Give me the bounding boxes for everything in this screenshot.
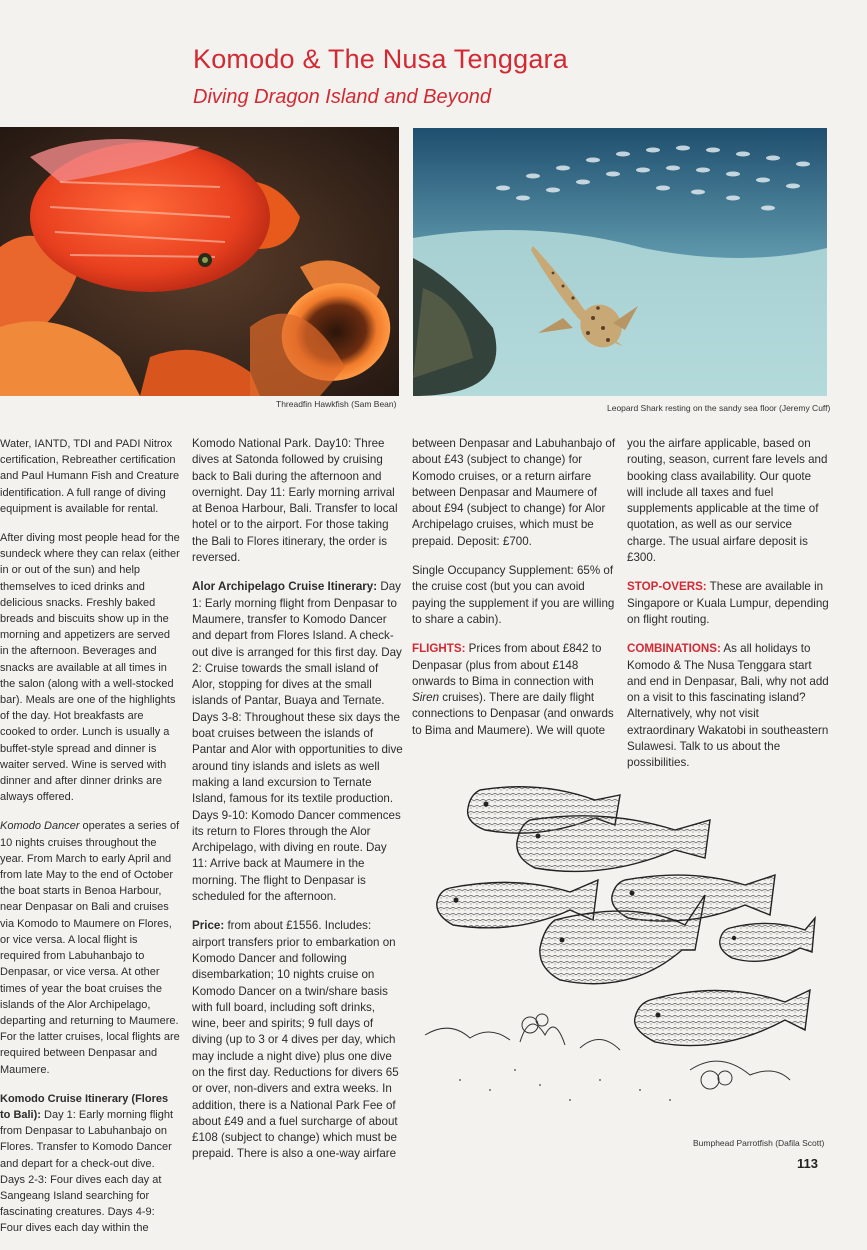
- col4-para-2-text: These are available in Singapore or Kuala Lumpur, depending on flight routing.: [627, 580, 829, 626]
- flights-heading: FLIGHTS:: [412, 642, 466, 656]
- col1-para-2: After diving most people head for the sundeck where they can relax (either in or out of the sun) and help themselves to iced drinks and delicious snacks. Freshly baked breads and biscuits show up in the morning and appetizers are served in the afternoon. Beverages and snacks are available at all times in the salon (along with a well-stocked bar). Meals are one of the highlights of the day. Hot breakfasts are cooked to order. Lunch is usually a buffet-style spread and dinner is waiter served. Wine is served with dinner and after dinner drinks are always offered.: [0, 532, 180, 804]
- col1-para-3: [0, 818, 180, 1077]
- col4-para-1: you the airfare applicable, based on routing, season, current fare levels and booking class availability. Our quote will include all taxes and fuel supplements applicable at the time of quotation, as well as our service charge. The usual airfare deposit is £300.: [627, 437, 828, 565]
- col1-para-4-text: Day 1: Early morning flight from Denpasar to Labuhanbajo on Flores. Transfer to Komodo Dancer and depart for a check-out dive. Days 2-3: Four dives each day at Sangeang Island searching for fascinating creatures. Days 4-9: Four dives each day within the: [0, 1108, 174, 1235]
- combinations-heading: COMBINATIONS:: [627, 642, 721, 656]
- col3-para-3-text-a: Prices from about £842 to Denpasar (plus from about £148 onwards to Bima in connection with: [412, 642, 602, 688]
- price-heading: Price:: [192, 919, 225, 933]
- col3-para-1: between Denpasar and Labuhanbajo of about £43 (subject to change) for Komodo cruises, or a return airfare between Denpasar and Maumere of about £94 (subject to change) for Alor Archipelago cruises, which must be prepaid. Deposit: £700.: [412, 437, 616, 548]
- stopovers-heading: STOP-OVERS:: [627, 580, 707, 594]
- col1-para-3-text: operates a series of 10 nights cruises throughout the year. From March to early April and from late May to the end of October the boat starts in Benoa Harbour, near Denpasar on Bali and cruises via Komodo to Maumere on Flores, or vice versa. A local flight is required from Labuhanbajo to Denpasar, or vice versa. At other times of year the boat cruises the islands of the Alor Archipelago, departing and returning to Maumere. For the latter cruises, local flights are required between Denpasar and Maumere.: [0, 820, 180, 1076]
- col3-para-2: Single Occupancy Supplement: 65% of the cruise cost (but you can avoid paying the supplement if you are willing to share a cabin).: [412, 564, 615, 626]
- col3-para-3: [412, 641, 617, 739]
- leopard-shark-caption: Leopard Shark resting on the sandy sea floor (Jeremy Cuff): [607, 403, 831, 413]
- parrotfish-illustration: [420, 780, 830, 1120]
- col2-para-2: [192, 579, 403, 905]
- col2-para-3: [192, 918, 403, 1162]
- page-subtitle: Diving Dragon Island and Beyond: [193, 86, 491, 108]
- hawkfish-caption: Threadfin Hawkfish (Sam Bean): [276, 399, 397, 409]
- text-column-4: [627, 436, 829, 785]
- text-column-3: [412, 436, 617, 752]
- komodo-itinerary-heading: Komodo Cruise Itinerary (Flores to Bali):: [0, 1092, 169, 1121]
- page-number: 113: [797, 1156, 818, 1171]
- parrotfish-caption: Bumphead Parrotfish (Dafila Scott): [693, 1138, 825, 1148]
- boat-name: Komodo Dancer: [0, 820, 80, 833]
- col1-para-4: [0, 1091, 180, 1237]
- alor-itinerary-heading: Alor Archipelago Cruise Itinerary:: [192, 580, 378, 594]
- col4-para-3: [627, 641, 829, 771]
- col4-para-2: [627, 579, 829, 628]
- col2-para-2-text: Day 1: Early morning flight from Denpasar to Maumere, transfer to Komodo Dancer and depart from Flores Island. A check-out dive is arranged for this first day. Day 2: Cruise towards the small island of Alor, stopping for dives at the small islands of Pantar, Buaya and Ternate. Days 3-8: Throughout these six days the boat cruises between the islands of Pantar and Alor with opportunities to dive around tiny islands and islets as well making a land excursion to Ternate Island, famous for its textile production. Days 9-10: Komodo Dancer commences its return to Flores through the Alor Archipelago, with diving en route. Day 11: Arrive back at Maumere in the morning. The flight to Denpasar is scheduled for the afternoon.: [192, 580, 403, 904]
- col2-para-1: Komodo National Park. Day10: Three dives at Satonda followed by cruising back to Bali during the afternoon and overnight. Day 11: Early morning arrival at Benoa Harbour, Bali. Transfer to local hotel or to the airport. For those taking the Bali to Flores itinerary, the order is reversed.: [192, 437, 398, 565]
- siren-name: Siren: [412, 691, 440, 705]
- hawkfish-photo: [0, 127, 399, 396]
- page-title: Komodo & The Nusa Tenggara: [193, 44, 568, 74]
- text-column-1: [0, 436, 180, 1250]
- col1-para-1: Water, IANTD, TDI and PADI Nitrox certification, Rebreather certification and Paul Humann Fish and Creature identification. A full range of diving equipment is available for rental.: [0, 438, 180, 515]
- text-column-2: [192, 436, 403, 1176]
- col3-para-3-text-b: cruises). There are daily flight connections to Denpasar (and onwards to Bima and Maumere). We will quote: [412, 691, 614, 737]
- show-through-text: [560, 52, 860, 112]
- col2-para-3-text: from about £1556. Includes: airport transfers prior to embarkation on Komodo Dancer and following disembarkation; 10 nights cruise on Komodo Dancer on a twin/share basis with full board, including soft drinks, wine, beer and spirits; 9 full days of diving (up to 3 or 4 dives per day, which may include a night dive) plus one dive on the first day. Reductions for divers 65 or over, non-divers and extra weeks. In addition, there is a National Park Fee of about £49 and a fuel surcharge of about £108 (subject to change) which must be prepaid. There is also a one-way airfare: [192, 919, 399, 1161]
- leopard-shark-photo: [413, 128, 827, 396]
- col4-para-3-text: As all holidays to Komodo & The Nusa Tenggara start and end in Denpasar, Bali, why not add on a visit to this fascinating island? Alternatively, why not visit extraordinary Wakatobi in southeastern Sulawesi. Talk to us about the possibilities.: [627, 642, 829, 770]
